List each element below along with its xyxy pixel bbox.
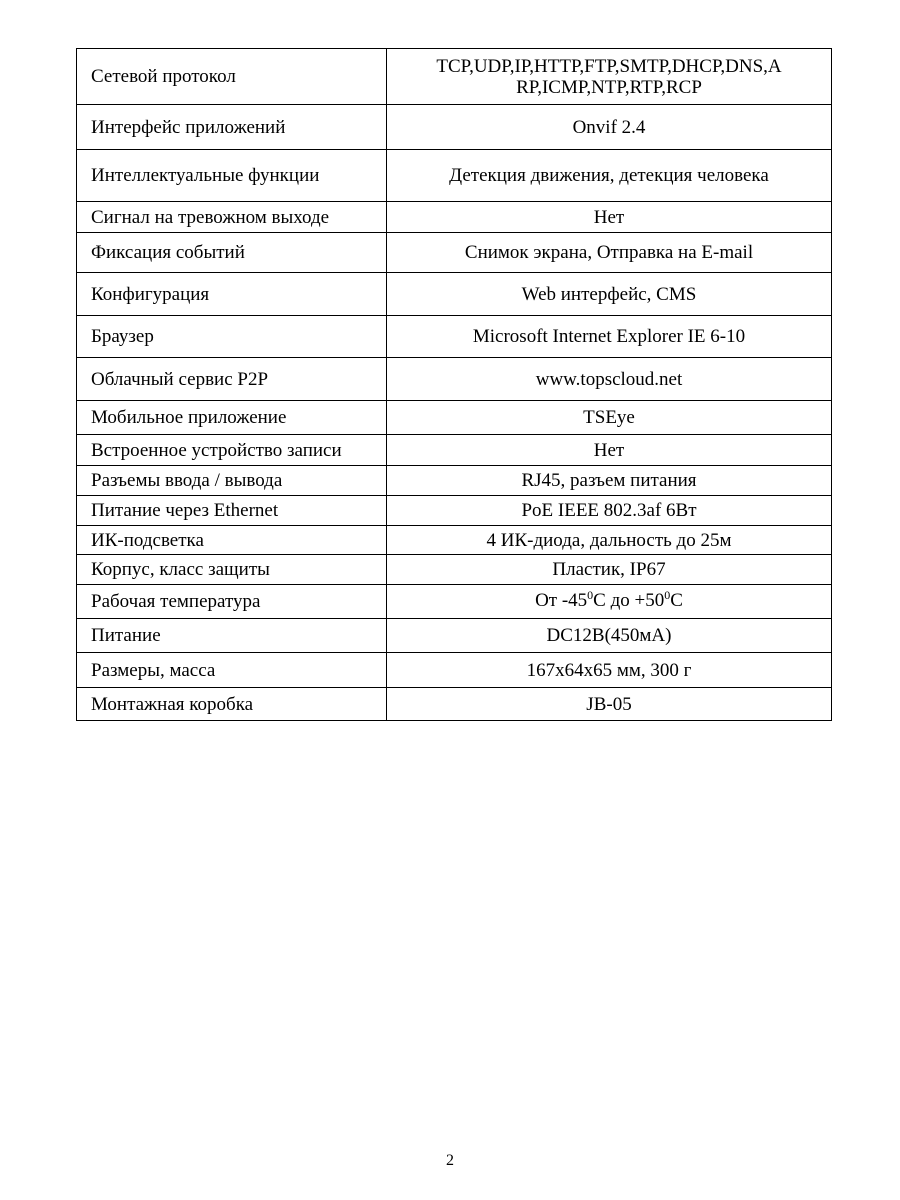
row-value: Web интерфейс, CMS bbox=[387, 273, 832, 316]
table-row bbox=[77, 619, 832, 653]
temperature-part: С bbox=[670, 590, 683, 611]
row-value: www.topscloud.net bbox=[387, 358, 832, 401]
row-label: Питание через Ethernet bbox=[77, 496, 387, 526]
table-row bbox=[77, 466, 832, 496]
row-label: Мобильное приложение bbox=[77, 401, 387, 435]
table-row bbox=[77, 105, 832, 150]
row-value: DC12В(450мА) bbox=[387, 619, 832, 653]
table-row bbox=[77, 316, 832, 358]
row-value: Детекция движения, детекция человека bbox=[387, 150, 832, 202]
row-label: Интеллектуальные функции bbox=[77, 150, 387, 202]
row-label: Конфигурация bbox=[77, 273, 387, 316]
row-value: Нет bbox=[387, 202, 832, 233]
protocol-line-2: RP,ICMP,NTP,RTP,RCP bbox=[516, 76, 702, 98]
page-number: 2 bbox=[446, 1152, 454, 1169]
row-label: Корпус, класс защиты bbox=[77, 555, 387, 585]
row-label: Размеры, масса bbox=[77, 653, 387, 688]
table-row bbox=[77, 496, 832, 526]
row-label: Сетевой протокол bbox=[77, 49, 387, 105]
row-value: Нет bbox=[387, 435, 832, 466]
row-value bbox=[387, 49, 832, 105]
table-row bbox=[77, 202, 832, 233]
table-row bbox=[77, 49, 832, 105]
table-row bbox=[77, 526, 832, 555]
row-label: Интерфейс приложений bbox=[77, 105, 387, 150]
table-row bbox=[77, 150, 832, 202]
table-row bbox=[77, 273, 832, 316]
row-value: TSEye bbox=[387, 401, 832, 435]
row-value: RJ45, разъем питания bbox=[387, 466, 832, 496]
row-label: Встроенное устройство записи bbox=[77, 435, 387, 466]
row-label: Облачный сервис P2P bbox=[77, 358, 387, 401]
row-value: PoE IEEE 802.3af 6Вт bbox=[387, 496, 832, 526]
table-row bbox=[77, 688, 832, 721]
row-value bbox=[387, 585, 832, 619]
row-label: Разъемы ввода / вывода bbox=[77, 466, 387, 496]
temperature-part: От -45 bbox=[535, 590, 588, 611]
row-value: Microsoft Internet Explorer IE 6-10 bbox=[387, 316, 832, 358]
temperature-part: С до +50 bbox=[593, 590, 665, 611]
degree-superscript: 0 bbox=[587, 588, 594, 602]
row-label: Браузер bbox=[77, 316, 387, 358]
row-value: Onvif 2.4 bbox=[387, 105, 832, 150]
row-value: Снимок экрана, Отправка на E-mail bbox=[387, 233, 832, 273]
table-row bbox=[77, 358, 832, 401]
protocol-line-1: TCP,UDP,IP,HTTP,FTP,SMTP,DHCP,DNS,A bbox=[436, 55, 782, 77]
table-row bbox=[77, 233, 832, 273]
spec-table bbox=[76, 48, 832, 721]
row-label: Питание bbox=[77, 619, 387, 653]
row-value: Пластик, IP67 bbox=[387, 555, 832, 585]
row-label: Рабочая температура bbox=[77, 585, 387, 619]
row-label: Монтажная коробка bbox=[77, 688, 387, 721]
row-label: Фиксация событий bbox=[77, 233, 387, 273]
row-value: JB-05 bbox=[387, 688, 832, 721]
table-row bbox=[77, 585, 832, 619]
table-row bbox=[77, 555, 832, 585]
row-value: 4 ИК-диода, дальность до 25м bbox=[387, 526, 832, 555]
row-label: ИК-подсветка bbox=[77, 526, 387, 555]
table-row bbox=[77, 653, 832, 688]
table-row bbox=[77, 401, 832, 435]
row-label: Сигнал на тревожном выходе bbox=[77, 202, 387, 233]
degree-superscript: 0 bbox=[664, 588, 671, 602]
row-value: 167x64x65 мм, 300 г bbox=[387, 653, 832, 688]
table-row bbox=[77, 435, 832, 466]
